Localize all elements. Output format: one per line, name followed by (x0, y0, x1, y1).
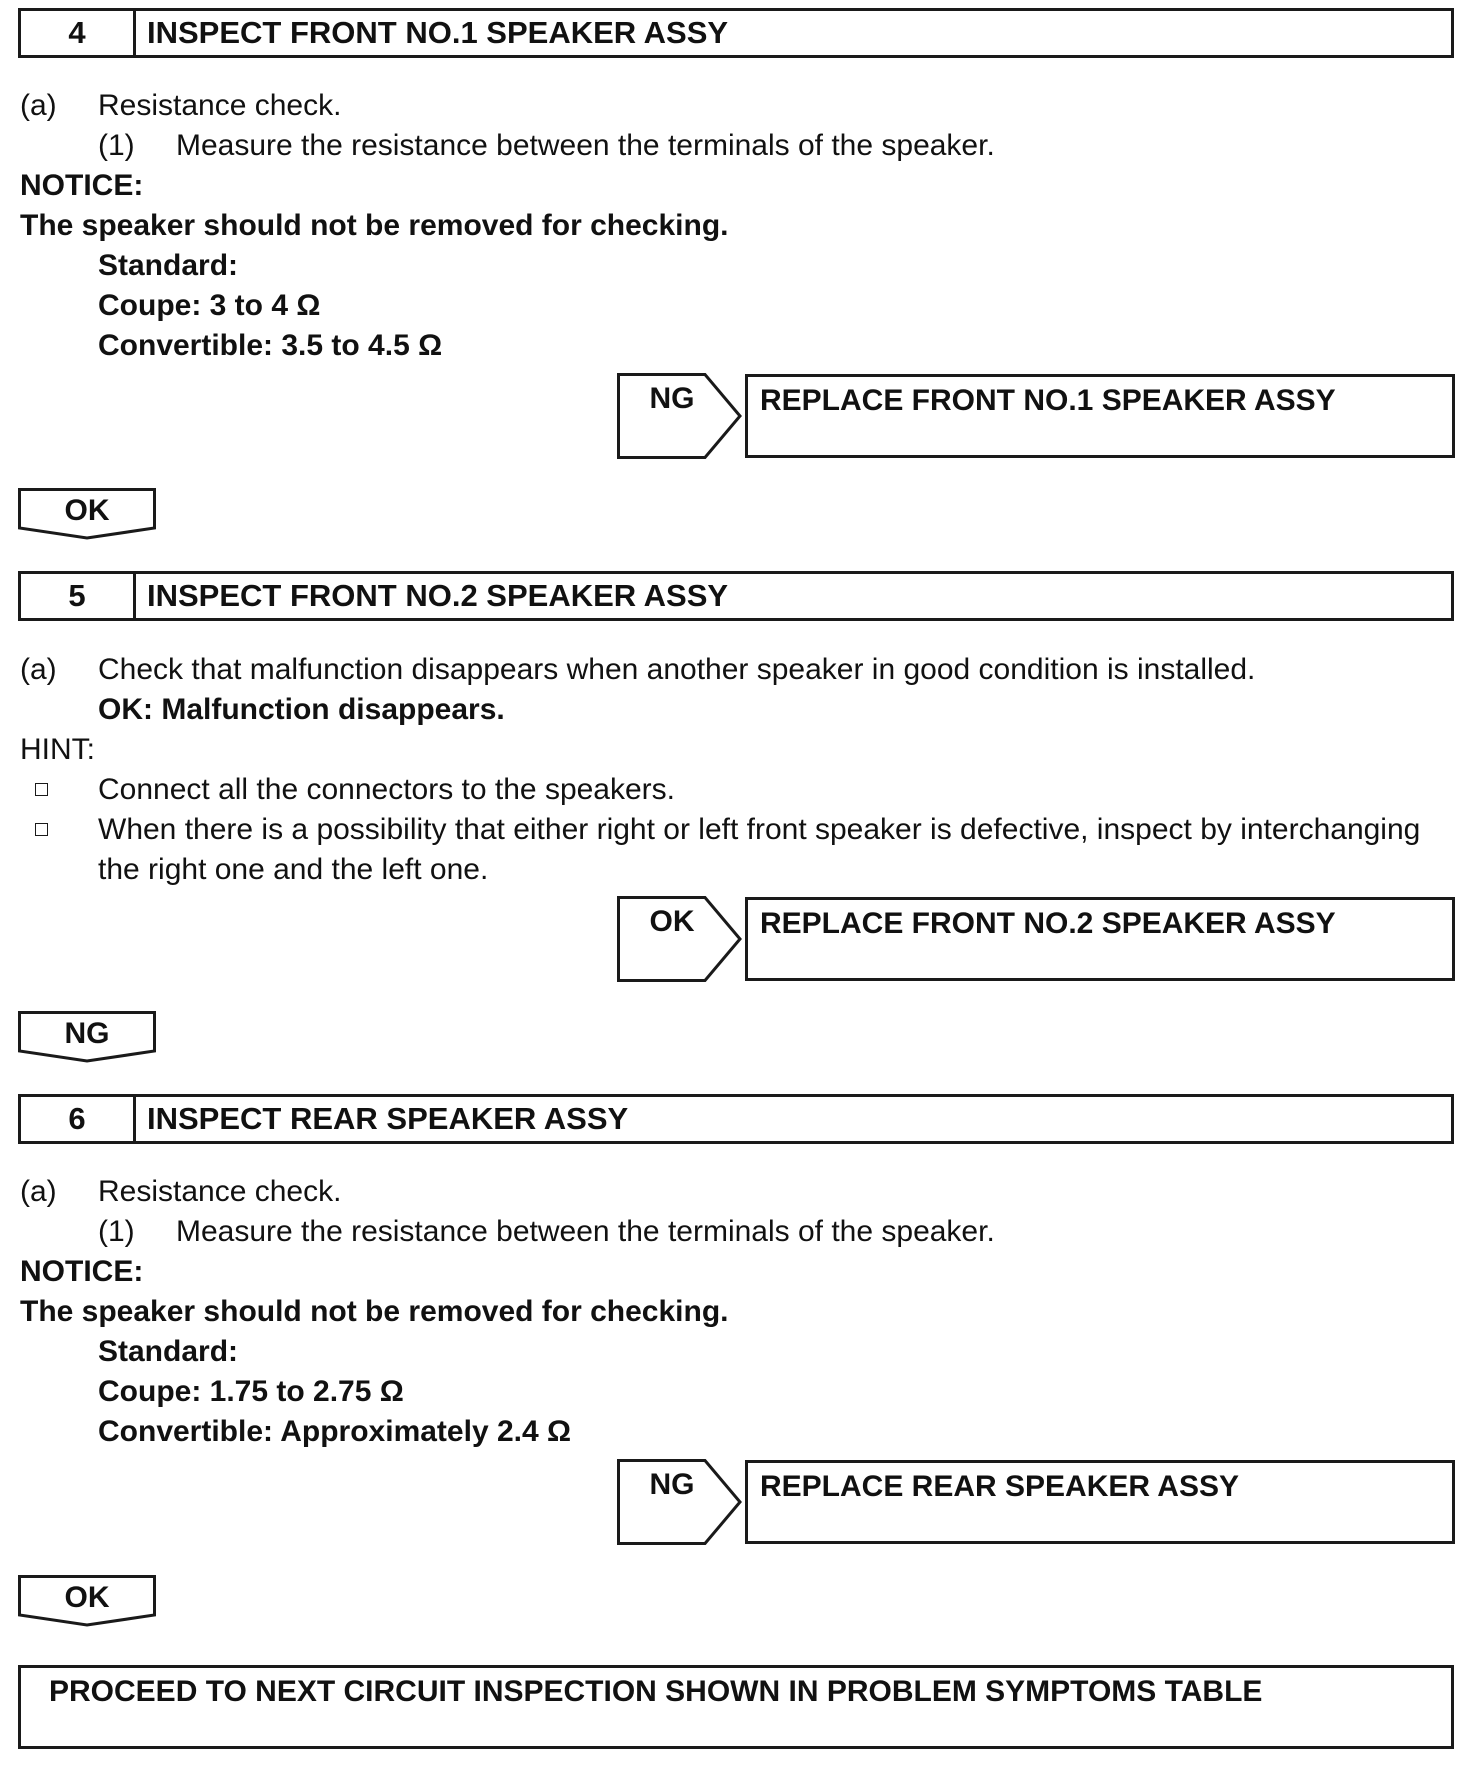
step-title: INSPECT FRONT NO.1 SPEAKER ASSY (147, 15, 729, 50)
step-title: INSPECT FRONT NO.2 SPEAKER ASSY (147, 578, 729, 613)
item-text: Resistance check. (98, 1175, 342, 1208)
step-title: INSPECT REAR SPEAKER ASSY (147, 1101, 629, 1136)
result-tag-label: NG (649, 1468, 695, 1501)
continue-tag-label: OK (64, 1581, 110, 1614)
standard-convertible: Convertible: 3.5 to 4.5 Ω (98, 329, 443, 362)
step-number: 6 (21, 1097, 136, 1141)
hint-heading: HINT: (20, 733, 95, 766)
result-action-box (745, 897, 1455, 981)
sub-item-text: Measure the resistance between the terminals of the speaker. (176, 129, 995, 162)
hint-item: When there is a possibility that either right or left front speaker is defective, inspect by interchanging (98, 813, 1421, 846)
result-tag-ng (617, 1459, 747, 1545)
continue-tag-ok (18, 1575, 156, 1627)
checkbox-bullet-icon (35, 823, 48, 836)
continue-tag-label: NG (64, 1017, 110, 1050)
sub-item-label: (1) (98, 129, 135, 162)
result-tag-label: NG (649, 382, 695, 415)
checkbox-bullet-icon (35, 783, 48, 796)
hint-item: Connect all the connectors to the speakers. (98, 773, 676, 806)
result-action-text: REPLACE FRONT NO.1 SPEAKER ASSY (760, 384, 1336, 417)
item-label: (a) (20, 653, 57, 686)
step-number: 4 (21, 11, 136, 55)
result-tag-ng (617, 373, 747, 459)
sub-item-text: Measure the resistance between the terminals of the speaker. (176, 1215, 995, 1248)
standard-coupe: Coupe: 1.75 to 2.75 Ω (98, 1375, 404, 1408)
sub-item-label: (1) (98, 1215, 135, 1248)
final-action-box (18, 1665, 1454, 1749)
result-action-text: REPLACE REAR SPEAKER ASSY (760, 1470, 1239, 1503)
result-action-box (745, 374, 1455, 458)
notice-text: The speaker should not be removed for checking. (20, 209, 729, 242)
step-5-header (18, 571, 1454, 621)
step-6-header (18, 1094, 1454, 1144)
item-text: Resistance check. (98, 89, 342, 122)
notice-heading: NOTICE: (20, 1255, 144, 1288)
item-label: (a) (20, 89, 57, 122)
continue-tag-ng (18, 1011, 156, 1063)
standard-heading: Standard: (98, 1335, 239, 1368)
final-action-text: PROCEED TO NEXT CIRCUIT INSPECTION SHOWN IN PROBLEM SYMPTOMS TABLE (49, 1675, 1263, 1708)
result-action-box (745, 1460, 1455, 1544)
result-tag-ok (617, 896, 747, 982)
item-label: (a) (20, 1175, 57, 1208)
result-action-text: REPLACE FRONT NO.2 SPEAKER ASSY (760, 907, 1336, 940)
hint-item-continued: the right one and the left one. (98, 853, 489, 886)
step-4-header (18, 8, 1454, 58)
ok-criteria: OK: Malfunction disappears. (98, 693, 505, 726)
standard-convertible: Convertible: Approximately 2.4 Ω (98, 1415, 572, 1448)
standard-heading: Standard: (98, 249, 239, 282)
continue-tag-ok (18, 488, 156, 540)
step-number: 5 (21, 574, 136, 618)
result-tag-label: OK (649, 905, 695, 938)
notice-text: The speaker should not be removed for checking. (20, 1295, 729, 1328)
item-text: Check that malfunction disappears when another speaker in good condition is installed. (98, 653, 1256, 686)
standard-coupe: Coupe: 3 to 4 Ω (98, 289, 321, 322)
notice-heading: NOTICE: (20, 169, 144, 202)
continue-tag-label: OK (64, 494, 110, 527)
